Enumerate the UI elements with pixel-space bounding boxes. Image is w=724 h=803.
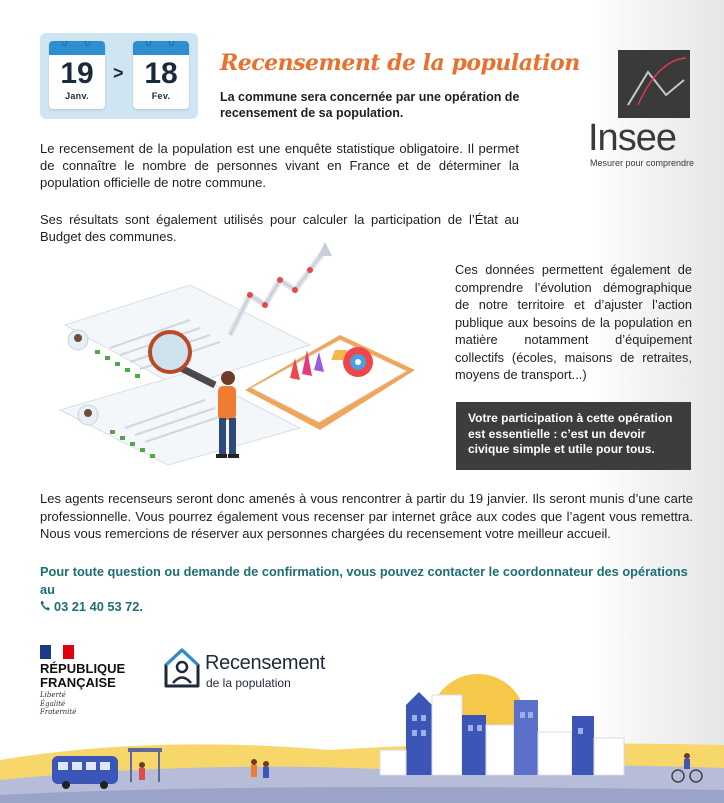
agents-paragraph: Les agents recenseurs seront donc amenés à vous rencontrer à partir du 19 janvier. Ils seront munis d’une carte professionnelle. Vous pourrez également vous recenser par internet grâce aux codes que l’agent vous remettra. Nous vous remercions de réserver aux personnes chargées du recensement votre meilleur accueil. <box>40 491 693 541</box>
end-day: 18 <box>144 57 178 90</box>
republique-line1: RÉPUBLIQUE <box>40 661 126 676</box>
contact-text: Pour toute question ou demande de confirmation, vous pouvez contacter le coordonnateur des opérations au <box>40 564 688 597</box>
insee-logo-text: Insee <box>588 117 676 159</box>
start-month: Janv. <box>65 91 89 101</box>
end-date-calendar <box>133 41 189 109</box>
intro-paragraph: Le recensement de la population est une enquête statistique obligatoire. Il permet de connaître le nombre de personnes vivant en France et de déterminer la population officielle de notre commune. <box>40 141 519 190</box>
insee-tagline: Mesurer pour comprendre <box>590 158 695 168</box>
motto-liberte: Liberté <box>40 691 66 699</box>
republique-line2: FRANÇAISE <box>40 675 116 690</box>
end-month: Fev. <box>151 91 171 101</box>
page-subtitle: La commune sera concernée par une opération de recensement de sa population. <box>220 90 520 120</box>
page-title: Recensement de la population <box>220 50 580 76</box>
motto-egalite: Égalité <box>40 699 66 708</box>
recensement-logo-subtitle: de la population <box>206 676 291 690</box>
census-illustration <box>40 240 440 465</box>
date-separator: > <box>113 63 124 83</box>
start-date-calendar <box>49 41 105 109</box>
date-calendar-badge <box>40 33 198 119</box>
callout-box: Votre participation à cette opération est essentielle : c’est un devoir civique simple et utile pour tous. <box>456 402 691 470</box>
budget-paragraph: Ses résultats sont également utilisés pour calculer la participation de l’État au Budget des communes. <box>40 212 519 244</box>
phone-icon <box>40 598 50 616</box>
data-usage-paragraph: Ces données permettent également de comprendre l’évolution démographique de notre territoire et d’ajuster l’action publique aux besoins de la population en matière notamment d’équipement collectifs (écoles, maisons de retraites, moyens de transport...) <box>455 262 692 382</box>
city-landscape-illustration <box>0 650 724 803</box>
motto-fraternite: Fraternité <box>40 708 77 716</box>
contact-block <box>40 563 700 616</box>
phone-number[interactable]: 03 21 40 53 72. <box>54 599 143 614</box>
insee-logo-icon <box>618 50 690 118</box>
start-day: 19 <box>60 57 94 90</box>
recensement-logo-title: Recensement <box>205 652 326 674</box>
